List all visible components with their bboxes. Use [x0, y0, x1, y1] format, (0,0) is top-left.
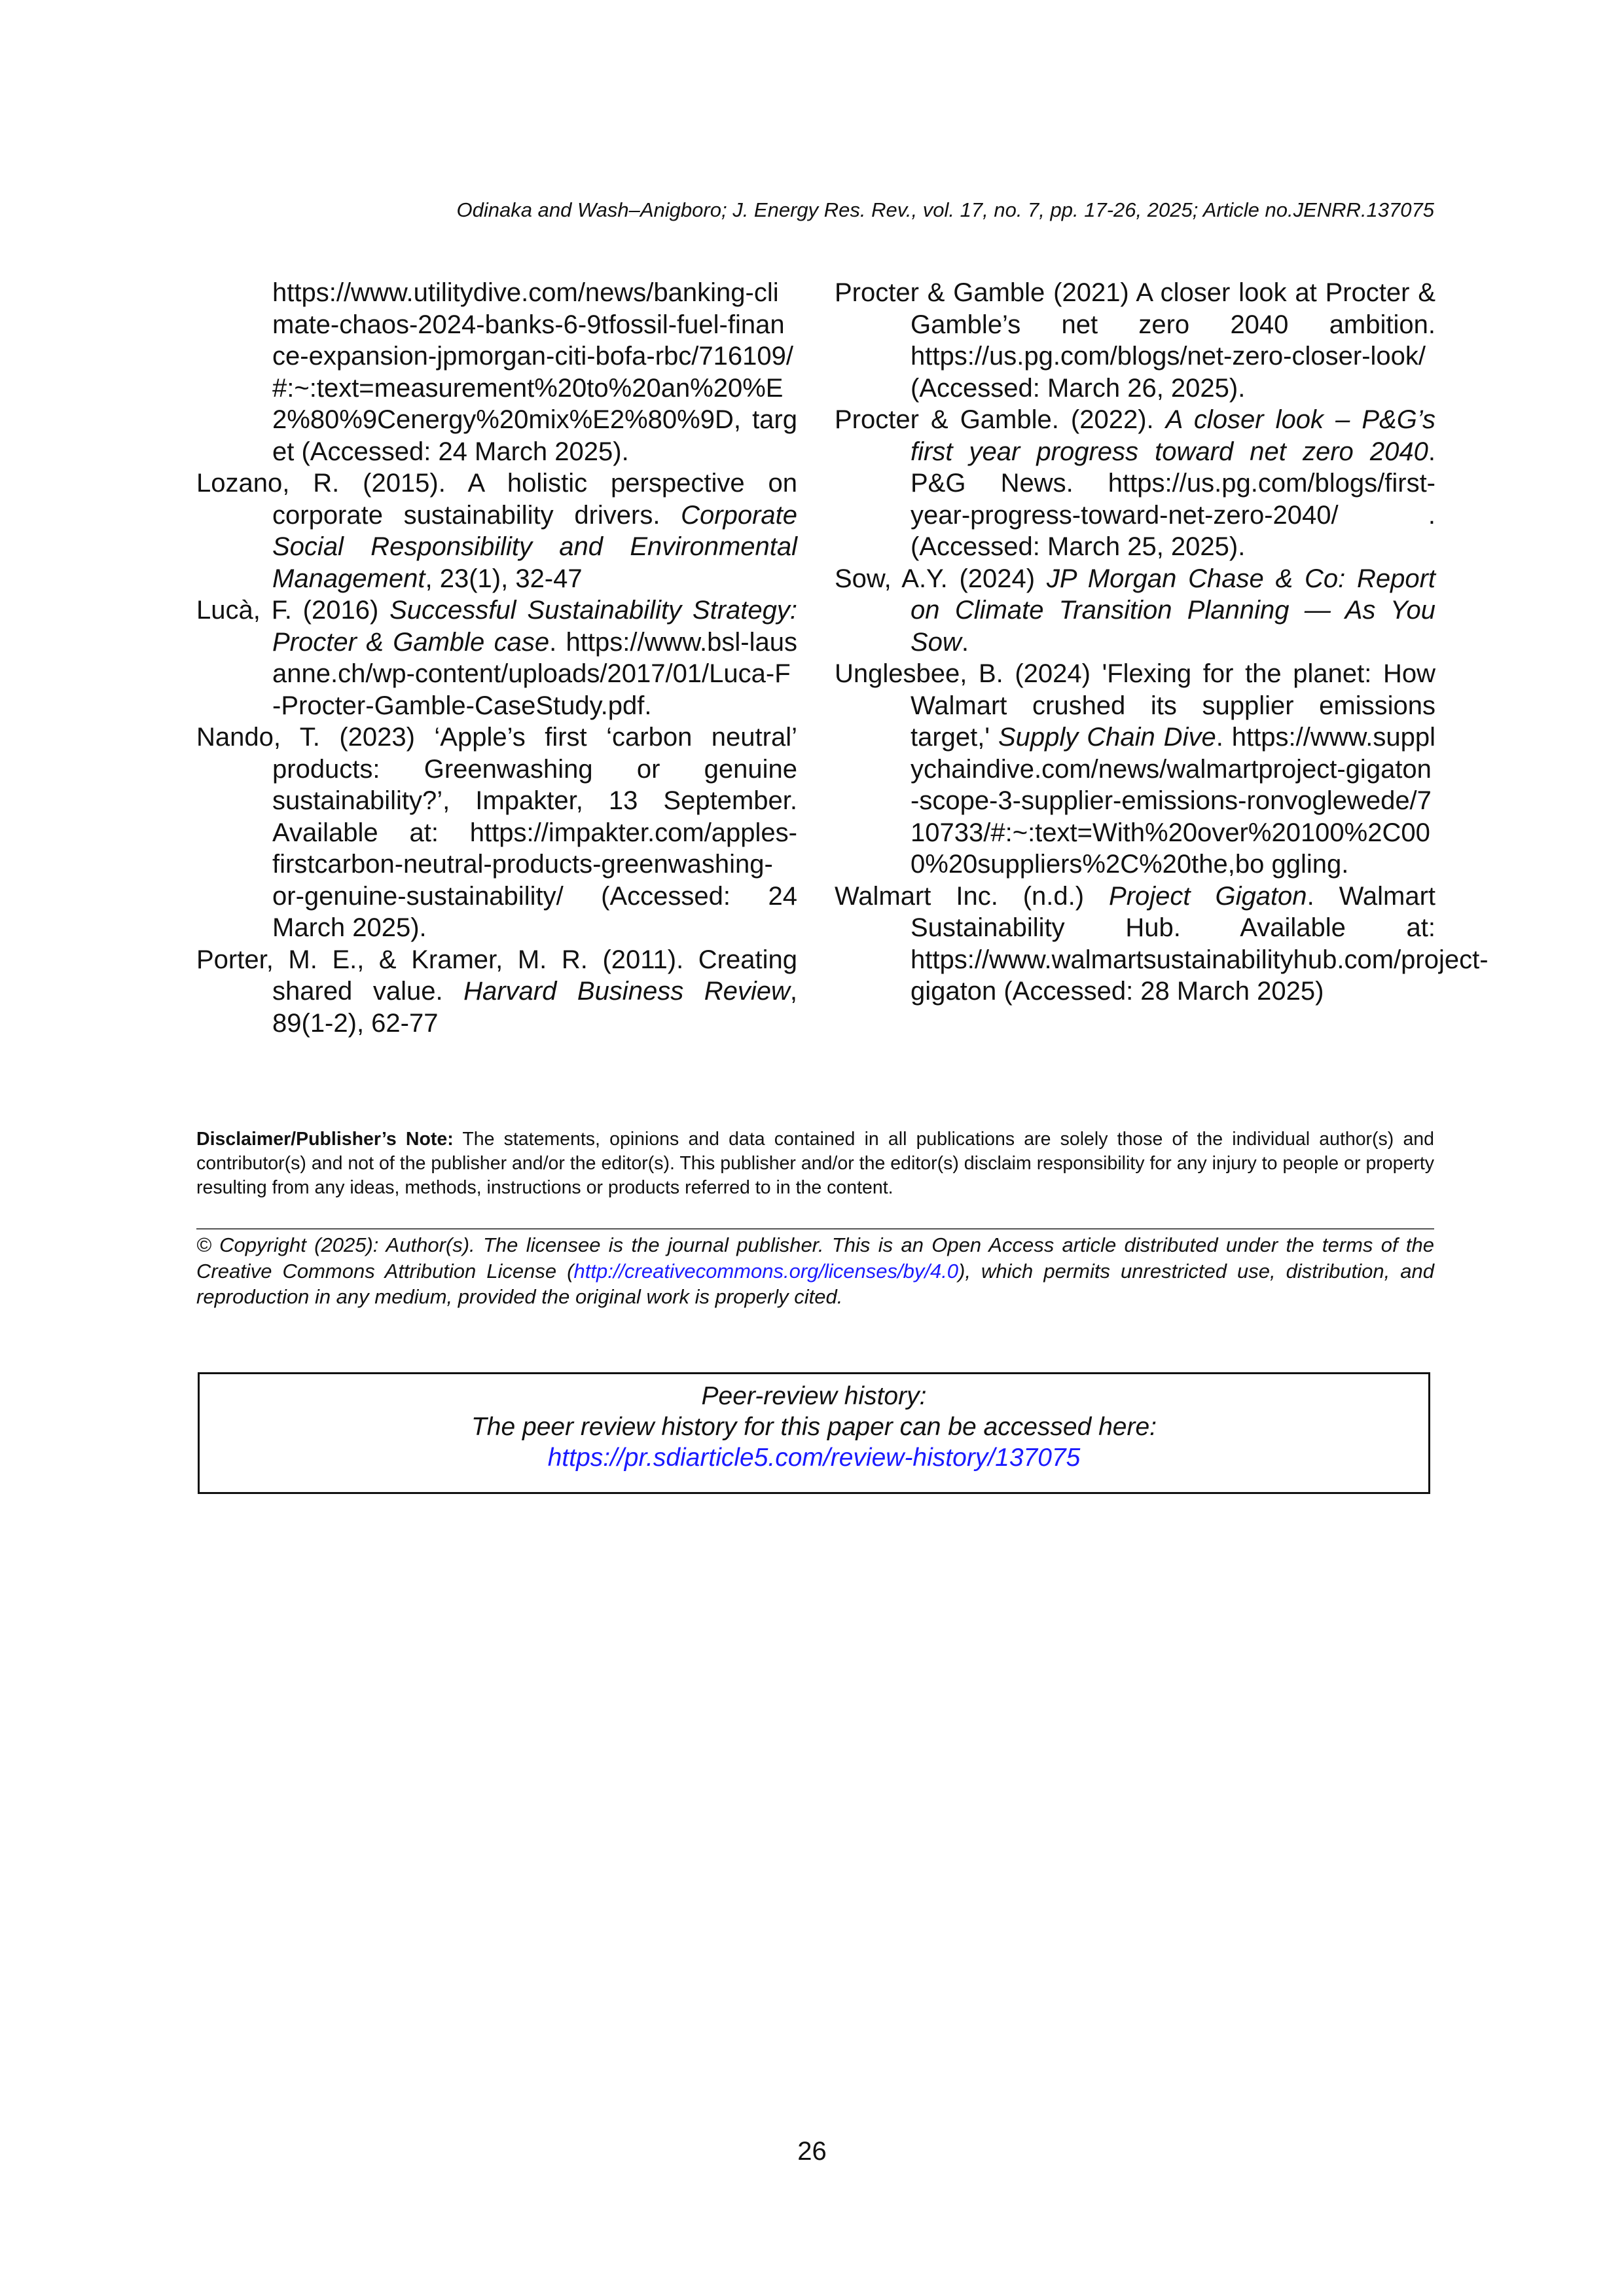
peer-review-text: The peer review history for this paper can be accessed here: [471, 1413, 1157, 1441]
reference-url[interactable]: https://www.utilitydive.com/news/banking-climate-chaos-2024-banks-6-9tfossil-fuel-finance-expansion-jpmorgan-citi-bofa-rbc/716109/#:~:text=measurement%20to%20an%20%E2%80%9Cenergy%20mix%E2%80%9D, target [272, 278, 797, 466]
reference-porter: Porter, M. E., & Kramer, M. R. (2011). Creating shared value. Harvard Business Review, 89(1-2), 62-77 [196, 945, 797, 1038]
copyright-notice: © Copyright (2025): Author(s). The licensee is the journal publisher. This is an Open Access article distributed under the terms of the Creative Commons Attribution License (http://creativecommons.org/licenses/by/4.0), which permits unrestricted use, distribution, and reproduction in any medium, provided the original work is properly cited. [196, 1233, 1434, 1308]
reference-luca: Lucà, F. (2016) Successful Sustainability Strategy: Procter & Gamble case. https://www.bsl-lausanne.ch/wp-content/uploads/2017/01/Luca-F-Procter-Gamble-CaseStudy.pdf. [196, 596, 797, 720]
disclaimer-text: The statements, opinions and data contained in all publications are solely those of the individual author(s) and contributor(s) and not of the publisher and/or the editor(s). This publisher and/or the editor(s) disclaim responsibility for any injury to people or property resulting from any ideas, methods, instructions or products referred to in the content. [196, 1129, 1434, 1198]
reference-lozano: Lozano, R. (2015). A holistic perspective on corporate sustainability drivers. Corporate Social Responsibility and Environmental Management, 23(1), 32-47 [196, 469, 797, 593]
peer-review-link[interactable]: https://pr.sdiarticle5.com/review-history/137075 [547, 1444, 1081, 1472]
publisher-disclaimer [196, 1127, 1434, 1200]
references-left-column [196, 277, 797, 1039]
page-number: 26 [797, 2137, 827, 2166]
reference-sow: Sow, A.Y. (2024) JP Morgan Chase & Co: Report on Climate Transition Planning — As You Sow. [835, 564, 1436, 657]
divider-rule [196, 1228, 1434, 1230]
reference-nando: Nando, T. (2023) ‘Apple’s first ‘carbon neutral’ products: Greenwashing or genuine sustainability?’, Impakter, 13 September. Available at: https://impakter.com/apples-firstcarbon-neutral-products-greenwashing-or-genuine-sustainability/ (Accessed: 24 March 2025). [196, 723, 797, 942]
references-right-column [835, 277, 1489, 1008]
running-head: Odinaka and Wash–Anigboro; J. Energy Res. Rev., vol. 17, no. 7, pp. 17-26, 2025; Article no.JENRR.137075 [456, 198, 1434, 221]
disclaimer-label: Disclaimer/Publisher’s Note: [196, 1129, 454, 1150]
peer-review-title: Peer-review history: [701, 1382, 927, 1410]
reference-continuation: https://www.utilitydive.com/news/banking-climate-chaos-2024-banks-6-9tfossil-fuel-finance-expansion-jpmorgan-citi-bofa-rbc/716109/#:~:text=measurement%20to%20an%20%E2%80%9Cenergy%20mix%E2%80%9D, target (Accessed: 24 March 2025). [272, 278, 797, 466]
license-link[interactable]: http://creativecommons.org/licenses/by/4.0 [573, 1259, 959, 1283]
reference-pg-2022: Procter & Gamble. (2022). A closer look – P&G’s first year progress toward net zero 2040. P&G News. https://us.pg.com/blogs/first-year-progress-toward-net-zero-2040/ .(Accessed: March 25, 2025). [835, 405, 1436, 561]
reference-walmart: Walmart Inc. (n.d.) Project Gigaton. Walmart Sustainability Hub. Available at: https://www.walmartsustainabilityhub.com/project-gigaton (Accessed: 28 March 2025) [835, 881, 1489, 1006]
reference-unglesbee: Unglesbee, B. (2024) 'Flexing for the planet: How Walmart crushed its supplier emissions target,' Supply Chain Dive. https://www.supplychaindive.com/news/walmartproject-gigaton-scope-3-supplier-emissions-ronvoglewede/710733/#:~:text=With%20over%20100%2C000%20suppliers%2C%20the,bo ggling. [835, 659, 1436, 879]
peer-review-box [198, 1372, 1430, 1494]
reference-pg-2021: Procter & Gamble (2021) A closer look at Procter & Gamble’s net zero 2040 ambition. https://us.pg.com/blogs/net-zero-closer-look/ (Accessed: March 26, 2025). [835, 278, 1435, 403]
